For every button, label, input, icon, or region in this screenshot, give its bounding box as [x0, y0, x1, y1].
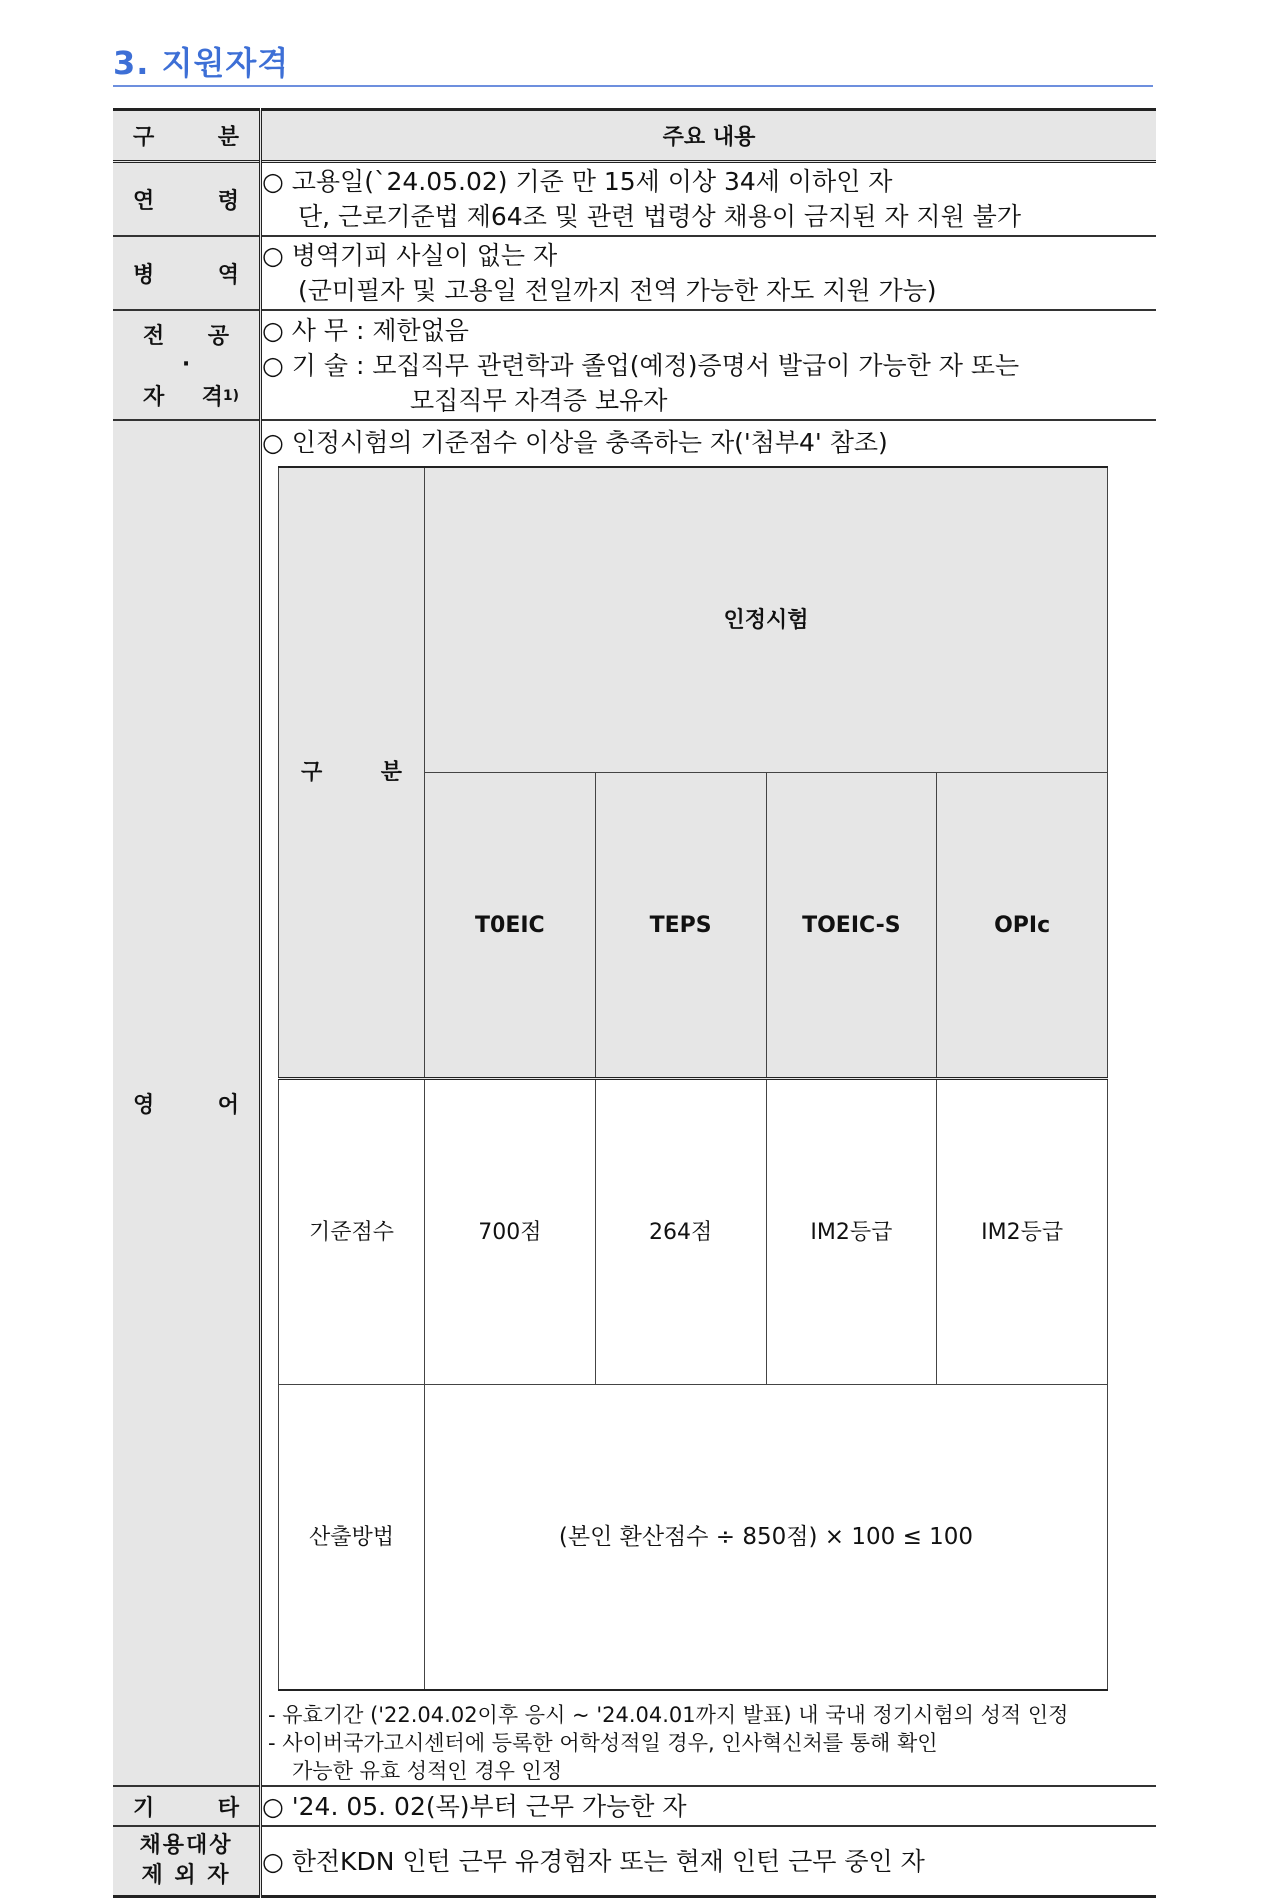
test-toeic-s: TOEIC-S [766, 773, 937, 1079]
content-major [261, 310, 1157, 420]
header-category: 구 분 [113, 110, 261, 162]
military-line-2: (군미필자 및 고용일 전일까지 전역 가능한 자도 지원 가능) [298, 276, 937, 305]
row-age [113, 162, 1156, 237]
content-age [261, 162, 1157, 237]
score-table-corner: 구 분 [279, 467, 425, 1079]
exclusion-line-1: ○ 한전KDN 인턴 근무 유경험자 또는 현재 인턴 근무 중인 자 [262, 1846, 925, 1876]
row-major [113, 310, 1156, 420]
header-content: 주요 내용 [662, 125, 756, 150]
english-notes [268, 1701, 1156, 1785]
test-toeic: T0EIC [425, 773, 596, 1079]
label-exclusion: 채용대상 제 외 자 [113, 1826, 261, 1897]
test-teps: TEPS [595, 773, 766, 1079]
table-header-row [113, 110, 1156, 162]
eligibility-table [113, 108, 1156, 1898]
content-other [261, 1786, 1157, 1826]
military-line-1: ○ 병역기피 사실이 없는 자 [262, 241, 558, 270]
note-2: - 사이버국가고시센터에 등록한 어학성적일 경우, 인사혁신처를 통해 확인 [268, 1731, 938, 1755]
content-exclusion [261, 1826, 1157, 1897]
row-military [113, 236, 1156, 310]
major-line-2: ○ 기 술 : 모집직무 관련학과 졸업(예정)증명서 발급이 가능한 자 또는 [262, 350, 1020, 380]
calc-formula: (본인 환산점수 ÷ 850점) × 100 ≤ 100 [425, 1385, 1108, 1691]
row-other [113, 1786, 1156, 1826]
major-line-3: 모집직무 자격증 보유자 [410, 385, 668, 415]
note-3: 가능한 유효 성적인 경우 인정 [292, 1759, 563, 1783]
label-english: 영 어 [113, 420, 261, 1786]
score-table-group-header: 인정시험 [425, 467, 1108, 773]
score-table-score-row [279, 1079, 1108, 1385]
label-other: 기 타 [113, 1786, 261, 1826]
score-toeic-s: IM2등급 [766, 1079, 937, 1385]
title-underline [113, 85, 1153, 87]
note-1: - 유효기간 ('22.04.02이후 응시 ~ '24.04.01까지 발표) 내 국내 정기시험의 성적 인정 [268, 1703, 1069, 1727]
section-title: 3. 지원자격 [113, 44, 290, 82]
content-english [261, 420, 1157, 1786]
calc-label: 산출방법 [279, 1385, 425, 1691]
score-label: 기준점수 [279, 1079, 425, 1385]
major-line-1: ○ 사 무 : 제한없음 [262, 315, 469, 345]
content-military [261, 236, 1157, 310]
english-intro: ○ 인정시험의 기준점수 이상을 충족하는 자('첨부4' 참조) [262, 428, 888, 457]
row-english [113, 420, 1156, 1786]
label-major: 전 공 · 자 격$^{1)}$ [113, 310, 261, 420]
score-table-header-row [279, 467, 1108, 773]
score-table-calc-row [279, 1385, 1108, 1691]
age-line-2: 단, 근로기준법 제64조 및 관련 법령상 채용이 금지된 자 지원 불가 [298, 202, 1021, 231]
test-opic: OPIc [937, 773, 1108, 1079]
age-line-1: ○ 고용일(`24.05.02) 기준 만 15세 이상 34세 이하인 자 [262, 167, 893, 196]
score-teps: 264점 [595, 1079, 766, 1385]
label-age: 연 령 [113, 162, 261, 237]
score-opic: IM2등급 [937, 1079, 1108, 1385]
other-line-1: ○ '24. 05. 02(목)부터 근무 가능한 자 [262, 1791, 687, 1821]
score-toeic: 700점 [425, 1079, 596, 1385]
row-exclusion [113, 1826, 1156, 1897]
english-score-table [278, 466, 1108, 1691]
label-military: 병 역 [113, 236, 261, 310]
